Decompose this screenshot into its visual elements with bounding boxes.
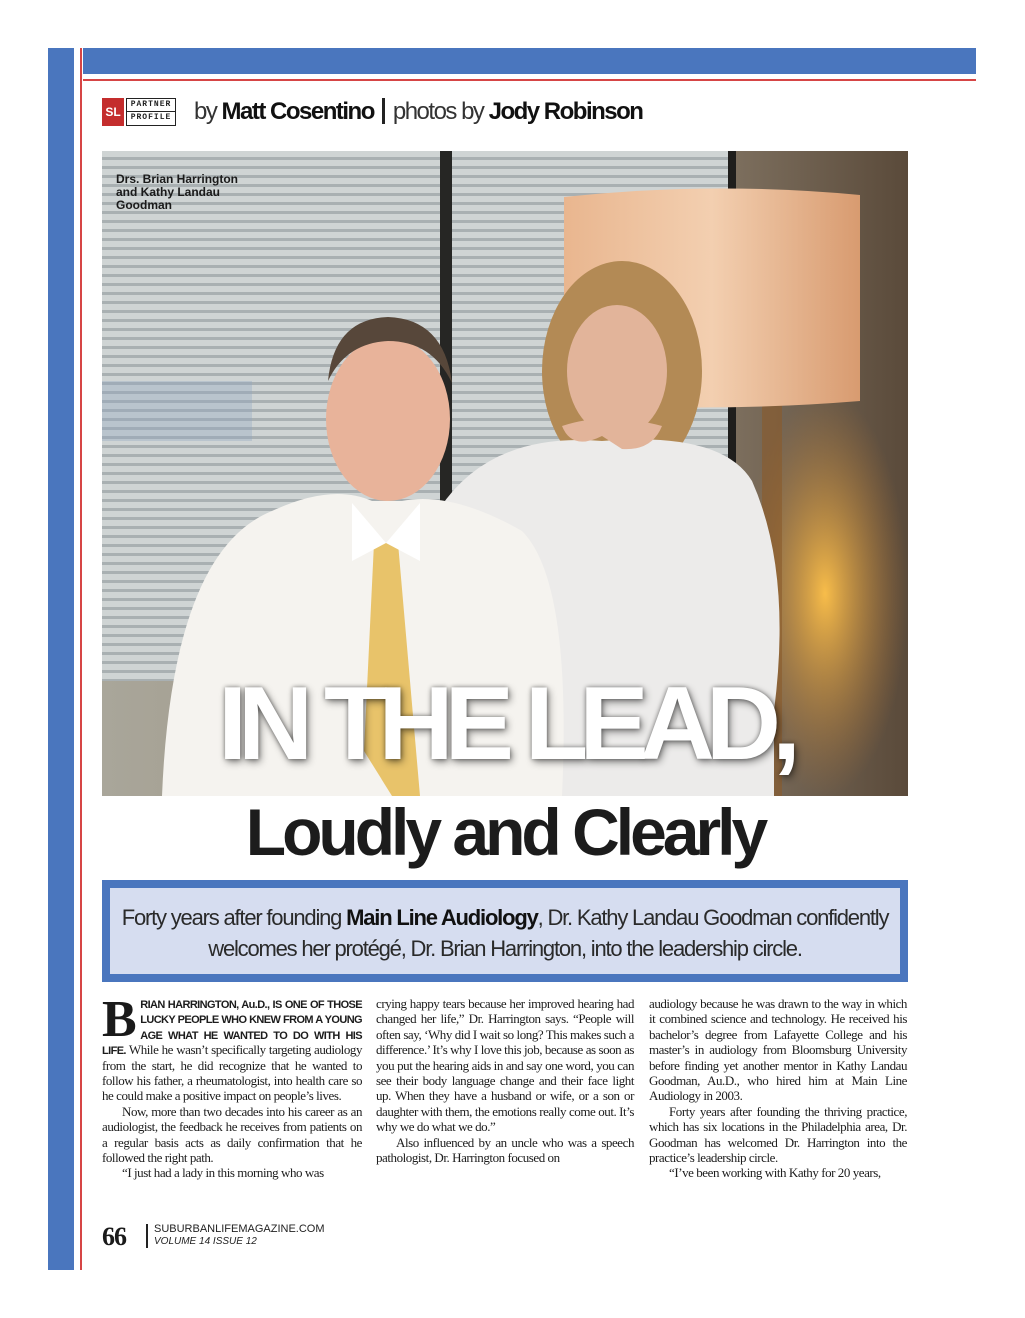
photos-prefix: photos by bbox=[392, 98, 484, 125]
footer-separator bbox=[146, 1224, 148, 1248]
byline-separator bbox=[382, 98, 385, 124]
deck-box bbox=[102, 880, 908, 982]
headline-main: IN THE LEAD, bbox=[218, 666, 792, 782]
footer-website: SUBURBANLIFEMAGAZINE.COM bbox=[154, 1223, 325, 1235]
deck-part: , Dr. Kathy Landau Goodman confidently welcomes her protégé, Dr. Brian Harrington, into the leadership circle. bbox=[208, 905, 889, 961]
headline-sub: Loudly and Clearly bbox=[245, 795, 765, 869]
body-column-3 bbox=[649, 996, 907, 1181]
body-column-2 bbox=[376, 996, 634, 1165]
body-text: While he wasn’t specifically targeting audiology from the start, he did recognize that he wanted to follow his father, a rheumatologist, into health care so he could make a positive impact on people’s lives. bbox=[102, 1042, 362, 1104]
top-accent-bar bbox=[83, 48, 976, 74]
page-number: 66 bbox=[102, 1222, 126, 1251]
body-paragraph: audiology because he was drawn to the way in which it combined science and technology. He received his bachelor’s degree from Lafayette College and his master’s in audiology from Bloomsburg University before finding yet another mentor in Kathy Landau Goodman, Au.D., who hired him at Main Line Audiology in 2003. bbox=[649, 996, 907, 1104]
body-paragraph: Also influenced by an uncle who was a speech pathologist, Dr. Harrington focused on bbox=[376, 1134, 634, 1166]
left-accent-bar bbox=[48, 48, 74, 1270]
photographer-name: Jody Robinson bbox=[488, 98, 643, 125]
deck-business-name: Main Line Audiology bbox=[346, 905, 538, 930]
left-red-rule bbox=[80, 48, 82, 1270]
body-paragraph bbox=[102, 991, 362, 1104]
byline bbox=[194, 98, 642, 126]
partner-profile-badge-icon bbox=[102, 98, 124, 126]
author-name: Matt Cosentino bbox=[221, 98, 374, 125]
caption-line: Goodman bbox=[116, 198, 172, 212]
lead-in: RIAN HARRINGTON, Au.D., IS ONE OF THOSE LUCKY PEOPLE WHO KNEW FROM A YOUNG AGE WHAT HE WANTED TO DO WITH HIS LIFE. bbox=[102, 999, 362, 1058]
by-prefix: by bbox=[194, 98, 217, 125]
footer-volume: VOLUME 14 ISSUE 12 bbox=[154, 1236, 257, 1247]
profile-label: PROFILE bbox=[130, 113, 172, 122]
body-paragraph: “I’ve been working with Kathy for 20 years, bbox=[669, 1165, 881, 1181]
body-paragraph: crying happy tears because her improved hearing had changed her life,” Dr. Harrington says. “People will often say, ‘Why did I wait so long? This makes such a difference.’ It’s why I love this job, because as soon as you put the hearing aids in and say one word, you can see their body language change and their face light up. When they have a husband or wife, or a son or daughter with them, the emotions really come out. It’s why we do what we do.” bbox=[376, 996, 634, 1135]
body-paragraph: Forty years after founding the thriving practice, which has six locations in the Philadelphia area, Dr. Goodman has welcomed Dr. Harrington into the practice’s leadership circle. bbox=[649, 1103, 907, 1166]
drop-cap: B bbox=[102, 991, 137, 1048]
caption-line: Drs. Brian Harrington bbox=[116, 172, 239, 186]
top-red-rule bbox=[83, 79, 976, 81]
photo-caption bbox=[116, 173, 266, 212]
body-paragraph: Now, more than two decades into his career as an audiologist, the feedback he receives from patients on a regular basis acts as daily confirmation that he followed the right path. bbox=[102, 1103, 362, 1166]
deck-part: Forty years after founding bbox=[121, 905, 347, 930]
partner-profile-label bbox=[126, 98, 176, 126]
badge-text: SL bbox=[105, 105, 121, 119]
body-paragraph: “I just had a lady in this morning who was bbox=[122, 1165, 324, 1181]
partner-label: PARTNER bbox=[127, 99, 175, 112]
body-column-1 bbox=[102, 991, 362, 1181]
deck-text bbox=[110, 888, 900, 974]
caption-line: and Kathy Landau bbox=[116, 185, 221, 199]
